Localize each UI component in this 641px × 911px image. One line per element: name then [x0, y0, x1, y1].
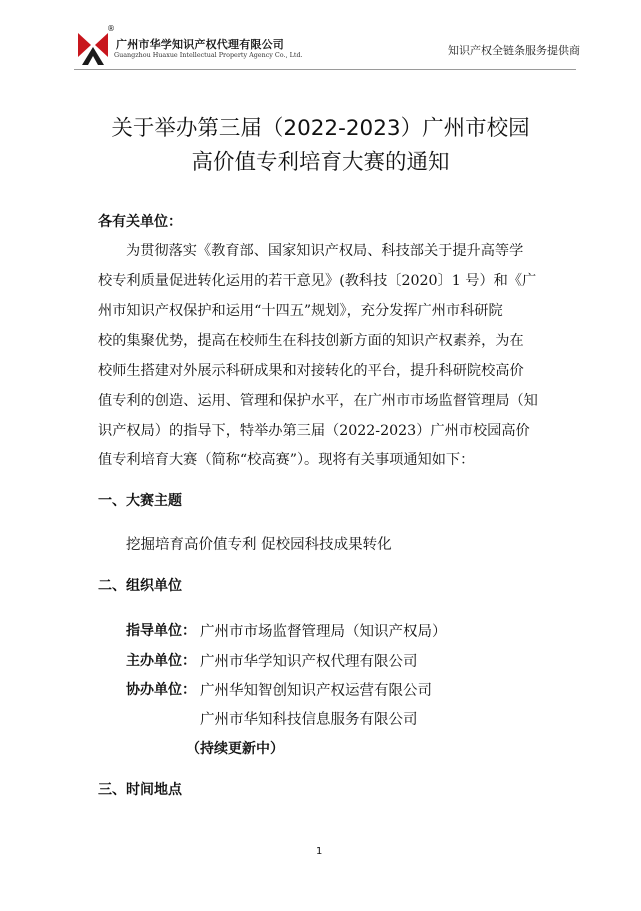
guide-unit-value: 广州市市场监督管理局（知识产权局） — [200, 624, 447, 640]
document-title-line-2: 高价值专利培育大赛的通知 — [191, 150, 450, 175]
header-slogan: 知识产权全链条服务提供商 — [448, 44, 580, 57]
company-logo-icon — [78, 31, 108, 65]
intro-line-4: 校的集聚优势，提高在校师生在科技创新方面的知识产权素养，为在 — [98, 333, 524, 349]
section-1-heading: 一、大赛主题 — [98, 493, 182, 509]
intro-line-2: 校专利质量促进转化运用的若干意见》(教科技〔2020〕1 号）和《广 — [98, 273, 537, 289]
salutation: 各有关单位： — [98, 214, 182, 230]
intro-line-7: 识产权局）的指导下，特举办第三届（2022-2023）广州市校园高价 — [98, 423, 530, 439]
intro-line-1: 为贯彻落实《教育部、国家知识产权局、科技部关于提升高等学 — [126, 243, 524, 259]
guide-unit-label: 指导单位： — [126, 623, 196, 639]
document-title-line-1: 关于举办第三届（2022-2023）广州市校园 — [111, 116, 530, 141]
host-unit-label: 主办单位： — [126, 653, 196, 669]
intro-line-3: 州市知识产权保护和运用“十四五”规划》，充分发挥广州市科研院 — [98, 303, 503, 319]
section-1-content: 挖掘培育高价值专利 促校园科技成果转化 — [126, 537, 392, 553]
co-organizer-value-1: 广州华知智创知识产权运营有限公司 — [200, 683, 432, 699]
company-name-cn: 广州市华学知识产权代理有限公司 — [116, 38, 284, 51]
host-unit-value: 广州市华学知识产权代理有限公司 — [200, 654, 418, 670]
company-name-en: Guangzhou Huaxue Intellectual Property Agency Co., Ltd. — [114, 51, 303, 59]
intro-line-8: 值专利培育大赛（简称“校高赛”）。现将有关事项通知如下： — [98, 452, 475, 468]
update-note: （持续更新中） — [186, 741, 284, 757]
section-2-heading: 二、组织单位 — [98, 578, 182, 594]
intro-line-5: 校师生搭建对外展示科研成果和对接转化的平台，提升科研院校高价 — [98, 363, 524, 379]
co-organizer-label: 协办单位： — [126, 682, 196, 698]
section-3-heading: 三、时间地点 — [98, 782, 182, 798]
registered-mark: ® — [107, 24, 115, 33]
letterhead — [0, 0, 641, 76]
co-organizer-value-2: 广州市华知科技信息服务有限公司 — [200, 712, 418, 728]
page-number: 1 — [316, 846, 323, 857]
header-divider — [74, 69, 576, 70]
intro-line-6: 值专利的创造、运用、管理和保护水平，在广州市市场监督管理局（知 — [98, 393, 538, 409]
